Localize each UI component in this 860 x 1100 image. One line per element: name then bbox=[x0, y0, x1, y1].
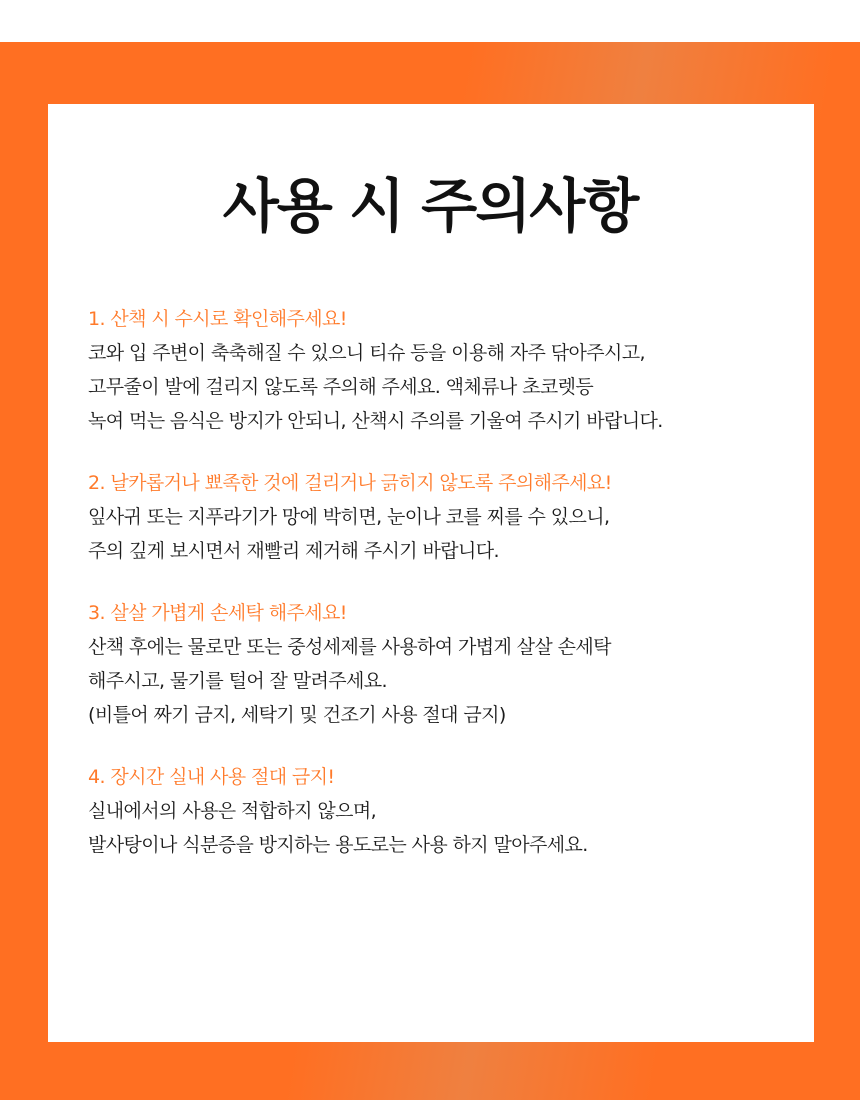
page-title: 사용 시 주의사항 bbox=[222, 172, 638, 240]
section-heading: 2. 날카롭거나 뾰족한 것에 걸리거나 긁히지 않도록 주의해주세요! bbox=[88, 472, 612, 494]
section-text-line: 고무줄이 발에 걸리지 않도록 주의해 주세요. 액체류나 초코렛등 bbox=[88, 376, 594, 398]
section-text-line: 잎사귀 또는 지푸라기가 망에 박히면, 눈이나 코를 찌를 수 있으니, bbox=[88, 506, 610, 528]
section-text-line: 해주시고, 물기를 털어 잘 말려주세요. bbox=[88, 670, 387, 692]
caution-section-2 bbox=[88, 466, 808, 568]
section-text-line: 발사탕이나 식분증을 방지하는 용도로는 사용 하지 말아주세요. bbox=[88, 834, 588, 856]
caution-list bbox=[88, 302, 808, 890]
section-text-line: 산책 후에는 물로만 또는 중성세제를 사용하여 가볍게 살살 손세탁 bbox=[88, 636, 611, 658]
section-heading: 1. 산책 시 수시로 확인해주세요! bbox=[88, 308, 347, 330]
section-heading: 4. 장시간 실내 사용 절대 금지! bbox=[88, 766, 335, 788]
section-text-line: 실내에서의 사용은 적합하지 않으며, bbox=[88, 800, 377, 822]
section-text-line: (비틀어 짜기 금지, 세탁기 및 건조기 사용 절대 금지) bbox=[88, 704, 506, 726]
section-text-line: 녹여 먹는 음식은 방지가 안되니, 산책시 주의를 기울여 주시기 바랍니다. bbox=[88, 410, 663, 432]
section-heading: 3. 살살 가볍게 손세탁 해주세요! bbox=[88, 602, 347, 624]
section-text-line: 주의 깊게 보시면서 재빨리 제거해 주시기 바랍니다. bbox=[88, 540, 499, 562]
section-text-line: 코와 입 주변이 축축해질 수 있으니 티슈 등을 이용해 자주 닦아주시고, bbox=[88, 342, 645, 364]
caution-section-3 bbox=[88, 596, 808, 732]
caution-section-1 bbox=[88, 302, 808, 438]
caution-section-4 bbox=[88, 760, 808, 862]
